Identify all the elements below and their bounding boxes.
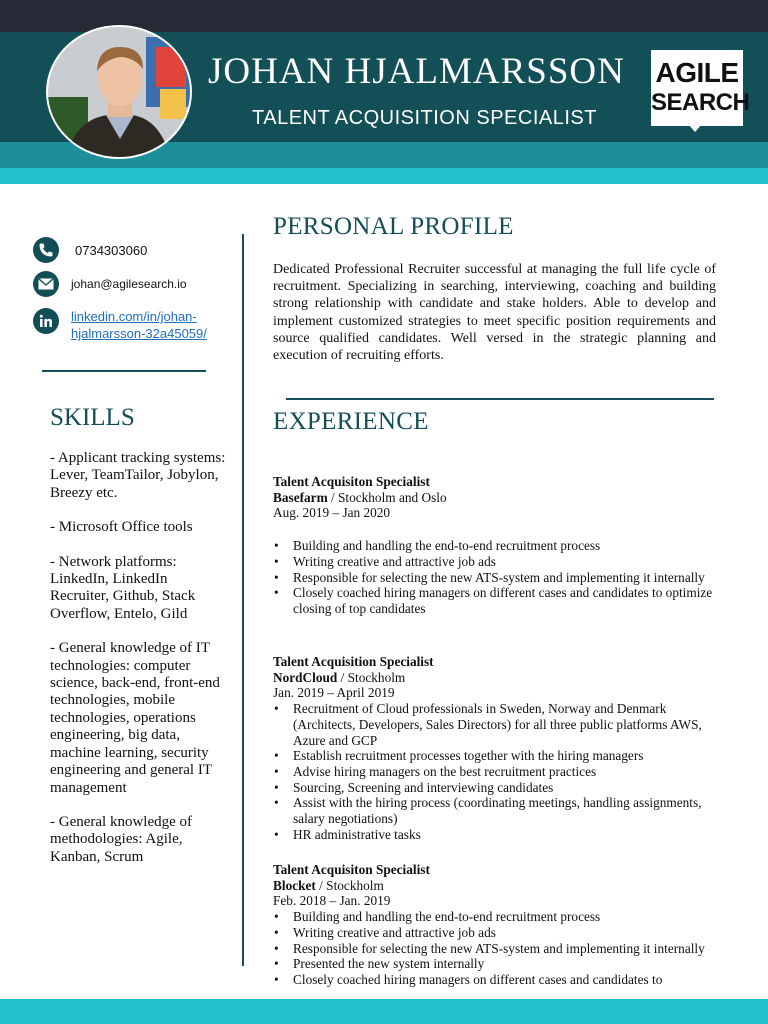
- job-dates: Aug. 2019 – Jan 2020: [273, 505, 391, 521]
- candidate-name: JOHAN HJALMARSSON: [208, 51, 625, 92]
- job-bullet: • Responsible for selecting the new ATS-system and implementing it internally: [293, 570, 723, 586]
- job-bullet: • HR administrative tasks: [293, 827, 723, 843]
- job-bullet: • Advise hiring managers on the best recruitment practices: [293, 764, 723, 780]
- job-company: Basefarm: [273, 489, 328, 505]
- footer-bar: [0, 999, 768, 1024]
- skill-item: - Applicant tracking systems: Lever, TeamTailor, Jobylon, Breezy etc.: [50, 450, 226, 501]
- contact-phone: [33, 237, 147, 263]
- job-bullet: • Writing creative and attractive job ads: [293, 925, 723, 941]
- column-divider: [242, 234, 244, 966]
- email-address: johan@agilesearch.io: [71, 277, 187, 291]
- job-bullet: • Building and handling the end-to-end recruitment process: [293, 909, 723, 925]
- job-location: / Stockholm: [315, 877, 384, 893]
- experience-entry-nordcloud: [273, 654, 723, 842]
- skills-heading: SKILLS: [50, 404, 135, 431]
- profile-text: Dedicated Professional Recruiter successful at managing the full life cycle of recruitment. Specializing in searching, interviewing, coaching and building strong relationship with candidate and stake holders. Able to develop and implement customized strategies to meet specific position requirements and source qualified candidates. Well versed in the strategic planning and execution of recruiting efforts.: [273, 262, 716, 364]
- phone-number: 0734303060: [75, 242, 148, 258]
- job-company: Blocket: [273, 877, 316, 893]
- job-bullet: • Writing creative and attractive job ads: [293, 554, 723, 570]
- linkedin-link-line2: hjalmarsson-32a45059/: [71, 326, 207, 341]
- job-bullet: • Recruitment of Cloud professionals in Sweden, Norway and Denmark (Architects, Developers, Sales Directors) for all three public platforms AWS, Azure and GCP: [293, 701, 723, 748]
- job-bullets: [273, 909, 723, 988]
- job-bullet: • Closely coached hiring managers on different cases and candidates to optimize closing of top candidates: [293, 585, 723, 616]
- job-company-line: [273, 670, 723, 686]
- company-logo: [651, 50, 750, 126]
- job-bullet: • Establish recruitment processes together with the hiring managers: [293, 748, 723, 764]
- contact-divider: [42, 370, 206, 372]
- phone-icon: [33, 237, 59, 263]
- job-bullet: • Building and handling the end-to-end recruitment process: [293, 538, 723, 554]
- job-dates: Feb. 2018 – Jan. 2019: [273, 893, 391, 909]
- job-bullet: • Sourcing, Screening and interviewing candidates: [293, 780, 723, 796]
- profile-photo: [46, 25, 192, 159]
- job-company: NordCloud: [273, 669, 338, 685]
- job-location: / Stockholm: [337, 669, 406, 685]
- job-company-line: [273, 490, 723, 506]
- skill-item: - Network platforms: LinkedIn, LinkedIn Recruiter, Github, Stack Overflow, Entelo, Gild: [50, 553, 196, 622]
- job-role: Talent Acquisiton Specialist: [273, 474, 430, 489]
- skill-item: - Microsoft Office tools: [50, 519, 193, 536]
- job-company-line: [273, 878, 723, 894]
- experience-entry-blocket: [273, 862, 723, 988]
- job-bullet: • Responsible for selecting the new ATS-system and implementing it internally: [293, 941, 723, 957]
- job-role: Talent Acquisiton Specialist: [273, 862, 430, 877]
- email-icon: [33, 271, 59, 297]
- linkedin-link[interactable]: [71, 308, 207, 342]
- contact-email: [33, 271, 187, 297]
- job-location: / Stockholm and Oslo: [327, 489, 447, 505]
- contact-linkedin: [33, 308, 207, 342]
- header-accent-stripe: [0, 168, 768, 184]
- profile-divider: [286, 398, 714, 400]
- job-bullet: • Presented the new system internally: [293, 956, 723, 972]
- logo-text-agile: AGILE: [655, 57, 739, 88]
- job-dates: Jan. 2019 – April 2019: [273, 685, 395, 701]
- experience-entry-basefarm: [273, 474, 723, 617]
- linkedin-link-line1: linkedin.com/in/johan-: [71, 309, 197, 324]
- job-role: Talent Acquisition Specialist: [273, 654, 434, 669]
- skills-list: [50, 450, 230, 883]
- candidate-title: TALENT ACQUISITION SPECIALIST: [252, 107, 597, 129]
- job-bullet: • Assist with the hiring process (coordinating meetings, handling assignments, salary negotiations): [293, 795, 723, 826]
- experience-heading: EXPERIENCE: [273, 408, 429, 435]
- skill-item: - General knowledge of methodologies: Agile, Kanban, Scrum: [50, 813, 193, 865]
- logo-text-search: SEARCH: [651, 89, 750, 116]
- skill-item: - General knowledge of IT technologies: computer science, back-end, front-end technologies, mobile technologies, operations engineering, big data, machine learning, security engineering and general IT management: [50, 640, 220, 796]
- job-bullets: [273, 701, 723, 842]
- job-bullets: [273, 538, 723, 617]
- linkedin-icon: [33, 308, 59, 334]
- logo-speech-tail: [688, 124, 702, 132]
- job-bullet: • Closely coached hiring managers on different cases and candidates to: [293, 972, 723, 988]
- profile-heading: PERSONAL PROFILE: [273, 213, 514, 240]
